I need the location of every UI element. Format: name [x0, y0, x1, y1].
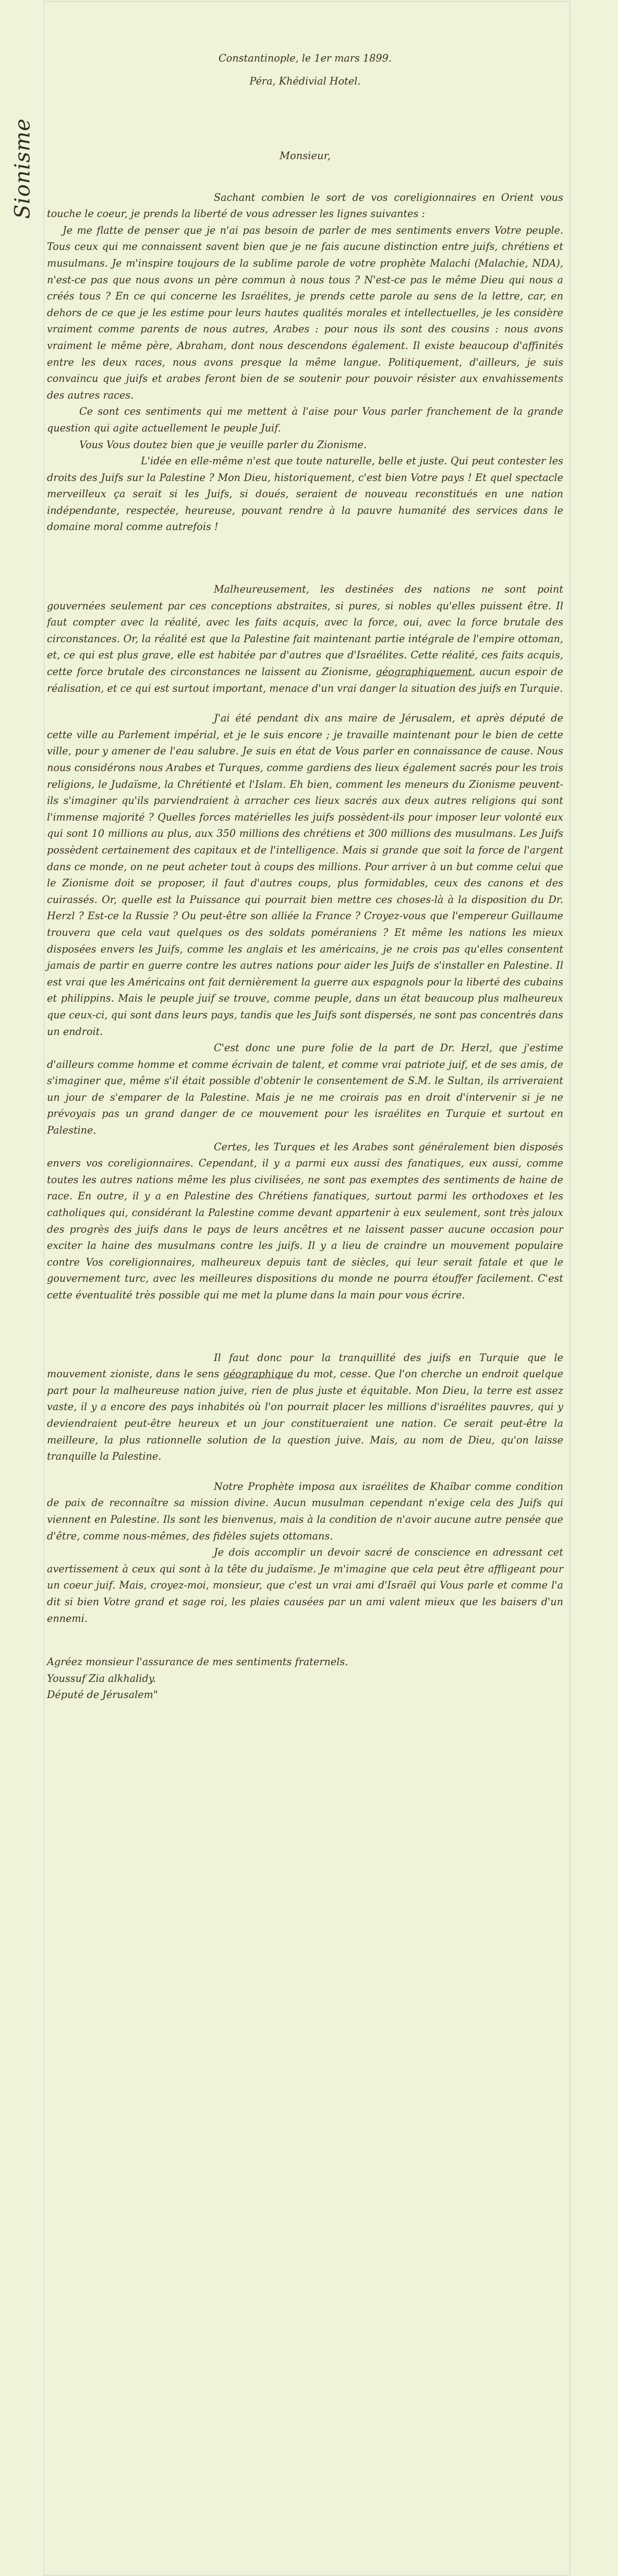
paragraph-text: Vous Vous doutez bien que je veuille parler du Zionisme.: [79, 438, 367, 451]
letter-paragraph: [47, 1350, 563, 1465]
letter-paragraph: [47, 189, 563, 222]
letter-header: [47, 47, 563, 93]
letter-body: [47, 47, 563, 1703]
letter-paragraphs: [47, 189, 563, 1627]
letter-paragraph: [47, 437, 563, 453]
paragraph-text: Je dois accomplir un devoir sacré de conscience en adressant cet avertissement à ceux qui sont à la tête du judaïsme. Je m'imagine que cela peut être affligeant pour un coeur juif. Mais, croyez-moi, monsieur, que c'est un vrai ami d'Israël qui Vous parle et comme l'a dit si bien Votre grand et sage roi, les plaies causées par un ami valent mieux que les baisers d'un ennemi.: [47, 1546, 563, 1624]
paragraph-text: Sachant combien le sort de vos coreligionnaires en Orient vous touche le coeur, je prends la liberté de vous adresser les lignes suivantes :: [47, 191, 563, 220]
sidebar-title-text: Sionisme: [10, 118, 34, 219]
paragraph-text-continued: du mot, cesse. Que l'on cherche un endroit quelque part pour la malheureuse nation juive, rien de plus juste et équitable. Mon Dieu, la terre est assez vaste, il y a encore des pays inhabités où l'on pourrait placer les millions d'israélites pauvres, qui y deviendraient peut-être heureux et un jour constitueraient une nation. Ce serait peut-être la meilleure, la plus rationnelle solution de la question juive. Mais, au nom de Dieu, qu'on laisse tranquille la Palestine.: [47, 1368, 563, 1463]
paragraph-text: Notre Prophète imposa aux israélites de Khaïbar comme condition de paix de reconnaître sa mission divine. Aucun musulman cependant n'exige cela des Juifs qui viennent en Palestine. Ils sont les bienvenus, mais à la condition de n'avoir aucune autre pensée que d'être, comme nous-mêmes, des fidèles sujets ottomans.: [47, 1480, 563, 1542]
closing-title: Député de Jérusalem": [47, 1689, 158, 1701]
top-margin-rule: [44, 1, 570, 2]
letter-paragraph: [47, 581, 563, 696]
paragraph-text: C'est donc une pure folie de la part de Dr. Herzl, que j'estime d'ailleurs comme homme et comme écrivain de talent, et comme vrai patriote juif, et de ses amis, de s'imaginer que, même s'il était possible d'obtenir le consentement de S.M. le Sultan, ils arriveraient un jour de s'emparer de la Palestine. Mais je ne me croirais pas en droit d'intervenir si je ne prévoyais pas un grand danger de ce mouvement pour les israélites en Turquie et surtout en Palestine.: [47, 1042, 563, 1137]
paragraph-text: Il faut donc pour la tranquillité des juifs en Turquie que le mouvement zioniste, dans le sens: [47, 1351, 563, 1380]
letter-paragraph: [47, 710, 563, 1040]
dateline: Constantinople, le 1er mars 1899.: [219, 52, 392, 64]
place-line: Péra, Khédivial Hotel.: [249, 75, 361, 87]
closing-signature: Youssuf Zia alkhalidy.: [47, 1672, 156, 1684]
letter-paragraph: [47, 222, 563, 404]
paragraph-text: Certes, les Turques et les Arabes sont généralement bien disposés envers vos coreligionnaires. Cependant, il y a parmi eux aussi des fanatiques, eux aussi, comme toutes les autres nations même les plus civilisées, ne sont pas exemptes des sentiments de haine de race. En outre, il y a en Palestine des Chrétiens fanatiques, surtout parmi les orthodoxes et les catholiques qui, considérant la Palestine comme devant appartenir à eux seulement, sont très jaloux des progrès des juifs dans le pays de leurs ancêtres et ne laissent passer aucune occasion pour exciter la haine des musulmans contre les juifs. Il y a lieu de craindre un mouvement populaire contre Vos coreligionnaires, malheureux depuis tant de siècles, qui leur serait fatale et que le gouvernement turc, avec les meilleures dispositions du monde ne pourra étouffer facilement. C'est cette éventualité très possible qui me met la plume dans la main pour vous écrire.: [47, 1140, 563, 1301]
paragraph-text: L'idée en elle-même n'est que toute naturelle, belle et juste. Qui peut contester les droits des Juifs sur la Palestine ? Mon Dieu, historiquement, c'est bien Votre pays ! Et quel spectacle merveilleux ça serait si les Juifs, si doués, seraient de nouveau reconstitués en une nation indépendante, respectée, heureuse, pouvant rendre à la pauvre humanité des services dans le domaine moral comme autrefois !: [47, 455, 563, 533]
underlined-word: géographique: [223, 1368, 294, 1380]
vertical-sidebar-title: [4, 118, 41, 219]
letter-paragraph: [47, 1139, 563, 1304]
letter-closing: [47, 1654, 563, 1703]
paragraph-text: Ce sont ces sentiments qui me mettent à l'aise pour Vous parler franchement de la grande question qui agite actuellement le peuple Juif.: [47, 405, 563, 434]
letter-paragraph: [47, 403, 563, 436]
paragraph-text: Malheureusement, les destinées des nations ne sont point gouvernées seulement par ces conceptions abstraites, si pures, si nobles qu'elles puissent être. Il faut compter avec la réalité, avec les faits acquis, avec la force, oui, avec la force brutale des circonstances. Or, la réalité est que la Palestine fait maintenant partie intégrale de l'empire ottoman, et, ce qui est plus grave, elle est habitée par d'autres que d'Israélites. Cette réalité, ces faits acquis, cette force brutale des circonstances ne laissent au Zionisme,: [47, 583, 563, 678]
salutation: Monsieur,: [280, 150, 331, 162]
right-margin-rule: [569, 0, 570, 2576]
letter-paragraph: [47, 1040, 563, 1139]
paragraph-text-continued: , aucun espoir de réalisation, et ce qui est surtout important, menace d'un vrai danger la situation des juifs en Turquie.: [47, 666, 563, 694]
underlined-word: géographiquement: [375, 666, 472, 678]
paragraph-text: J'ai été pendant dix ans maire de Jérusalem, et après député de cette ville au Parlement impérial, et je le suis encore ; je travaille maintenant pour le bien de cette ville, pour y amener de l'eau salubre. Je suis en état de Vous parler en connaissance de cause. Nous nous considérons nous Arabes et Turques, comme gardiens des lieux également sacrés pour les trois religions, le Judaïsme, la Chrétienté et l'Islam. Eh bien, comment les meneurs du Zionisme peuvent-ils s'imaginer qu'ils parviendraient à arracher ces lieux sacrés aux deux autres religions qui sont l'immense majorité ? Quelles forces matérielles les juifs possèdent-ils pour imposer leur volonté eux qui sont 10 millions au plus, aux 350 millions des chrétiens et 300 millions des musulmans. Les Juifs possèdent certainement des capitaux et de l'intelligence. Mais si grande que soit la force de l'argent dans ce monde, on ne peut acheter tout à coups des millions. Pour arriver à un but comme celui que le Zionisme doit se proposer, il faut d'autres coups, plus formidables, ceux des canons et des cuirassés. Or, quelle est la Puissance qui pourrait bien mettre ces choses-là à la disposition du Dr. Herzl ? Est-ce la Russie ? Ou peut-être son alliée la France ? Croyez-vous que l'empereur Guillaume trouvera que cela vaut quelques os des soldats poméraniens ? Et même les nations les mieux disposées envers les Juifs, comme les anglais et les américains, je ne crois pas qu'elles consentent jamais de partir en guerre contre les autres nations pour aider les Juifs de s'installer en Palestine. Il est vrai que les Américains ont fait dernièrement la guerre aux espagnols pour la liberté des cubains et philippins. Mais le peuple juif se trouve, comme peuple, dans un état beaucoup plus malheureux que ceux-ci, qui sont dans leurs pays, tandis que les Juifs sont dispersés, ne sont pas concentrés dans un endroit.: [47, 712, 563, 1038]
paragraph-text: Je me flatte de penser que je n'ai pas besoin de parler de mes sentiments envers Votre peuple. Tous ceux qui me connaissent savent bien que je ne fais aucune distinction entre juifs, chrétiens et musulmans. Je m'inspire toujours de la sublime parole de votre prophète Malachi (Malachie, NDA), n'est-ce pas que nous avons un père commun à nous tous ? N'est-ce pas le même Dieu qui nous a créés tous ? En ce qui concerne les Israélites, je prends cette parole au sens de la lettre, car, en dehors de ce que je les estime pour leurs hautes qualités morales et intellectuelles, je les considère vraiment comme parents de nous autres, Arabes : pour nous ils sont des cousins : nous avons vraiment le même père, Abraham, dont nous descendons également. Il existe beaucoup d'affinités entre les deux races, nous avons presque la même langue. Politiquement, d'ailleurs, je suis convaincu que juifs et arabes feront bien de se soutenir pour pouvoir résister aux envahissements des autres races.: [47, 224, 563, 401]
letter-paragraph: [47, 1478, 563, 1544]
letter-paragraph: [47, 1544, 563, 1627]
closing-regards: Agréez monsieur l'assurance de mes sentiments fraternels.: [47, 1656, 348, 1668]
letter-paragraph: [47, 453, 563, 535]
